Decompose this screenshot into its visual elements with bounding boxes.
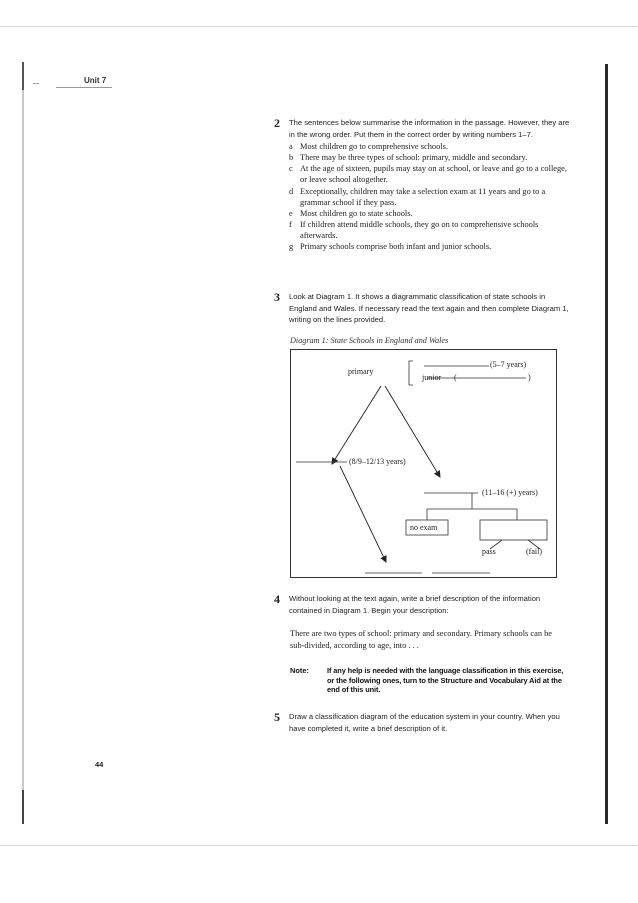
diagram-lines bbox=[290, 349, 557, 578]
list-item bbox=[289, 141, 574, 152]
question-instruction: Without looking at the text again, write a brief description of the information contained in Diagram 1. Begin your description: bbox=[289, 594, 541, 615]
question-instruction: Draw a classification diagram of the education system in your country. When you have completed it, write a brief description of it. bbox=[289, 712, 560, 733]
label-no-exam: no exam bbox=[410, 523, 438, 532]
label-age-8-12: (8/9–12/13 years) bbox=[349, 457, 406, 466]
unit-title: Unit 7 bbox=[84, 76, 107, 85]
item-text: Most children go to comprehensive schools. bbox=[300, 142, 448, 152]
item-letter: b bbox=[289, 153, 294, 163]
label-primary: primary bbox=[348, 367, 374, 376]
question-2 bbox=[274, 117, 574, 252]
question-instruction: The sentences below summarise the information in the passage. However, they are in the wrong order. Put them in the correct order by writing numbers 1–7. bbox=[289, 118, 570, 139]
page-bottom-edge bbox=[0, 845, 638, 846]
arrow-to-middle bbox=[332, 386, 381, 464]
question-number: 5 bbox=[274, 710, 280, 724]
scan-right-edge bbox=[605, 64, 608, 824]
question-5 bbox=[274, 711, 574, 734]
label-open-paren: ( bbox=[454, 373, 457, 382]
item-text: If children attend middle schools, they go on to comprehensive schools afterwards. bbox=[300, 219, 539, 240]
item-letter: c bbox=[289, 164, 293, 174]
label-junior: junior bbox=[422, 373, 442, 382]
label-close-paren: ) bbox=[528, 373, 531, 382]
scan-left-mark-bottom bbox=[22, 790, 24, 824]
scan-left-edge bbox=[22, 62, 24, 822]
sentence-list bbox=[289, 141, 574, 252]
item-letter: a bbox=[289, 142, 293, 152]
list-item bbox=[289, 219, 574, 241]
label-fail: (fail) bbox=[526, 547, 542, 556]
item-letter: g bbox=[289, 242, 294, 252]
list-item bbox=[289, 241, 574, 252]
question-instruction: Look at Diagram 1. It shows a diagrammatic classification of state schools in England and Wales. If necessary read the text again and then complete Diagram 1, writing on the lines provided. bbox=[289, 292, 569, 325]
diagram-frame bbox=[291, 350, 557, 578]
question-number: 4 bbox=[274, 592, 280, 606]
label-age-11-16: (11–16 (+) years) bbox=[482, 488, 538, 497]
question-number: 2 bbox=[274, 116, 280, 130]
item-text: Primary schools comprise both infant and junior schools. bbox=[300, 242, 492, 252]
exam-answer-box bbox=[480, 520, 547, 540]
item-letter: e bbox=[289, 208, 293, 218]
scan-left-mark-top bbox=[22, 62, 24, 90]
description-start: There are two types of school: primary and secondary. Primary schools can be sub-divided, according to age, into . . . bbox=[290, 629, 553, 650]
label-pass: pass bbox=[482, 547, 496, 556]
note-text: If any help is needed with the language classification in this exercise, or the following ones, turn to the Structure and Vocabulary Aid at the end of this unit. bbox=[327, 666, 564, 695]
unit-title-rule bbox=[56, 87, 112, 88]
item-text: Exceptionally, children may take a selection exam at 11 years and go to a grammar school if they pass. bbox=[300, 186, 546, 207]
item-text: Most children go to state schools. bbox=[300, 208, 413, 218]
arrow-to-comprehensive bbox=[340, 466, 386, 562]
list-item bbox=[289, 163, 574, 185]
note-box bbox=[290, 666, 565, 695]
item-text: At the age of sixteen, pupils may stay on at school, or leave and go to a college, or leave school altogether. bbox=[300, 164, 567, 185]
scan-tick bbox=[33, 83, 39, 84]
item-text: There may be three types of school: primary, middle and secondary. bbox=[300, 153, 528, 163]
list-item bbox=[289, 208, 574, 219]
label-age-5-7: (5–7 years) bbox=[490, 360, 527, 369]
page-number: 44 bbox=[95, 760, 104, 769]
item-letter: d bbox=[289, 186, 294, 196]
item-letter: f bbox=[289, 219, 292, 229]
diagram-caption: Diagram 1: State Schools in England and Wales bbox=[290, 336, 449, 345]
list-item bbox=[289, 186, 574, 208]
list-item bbox=[289, 152, 574, 163]
question-3 bbox=[274, 291, 574, 326]
question-number: 3 bbox=[274, 290, 280, 304]
question-4 bbox=[274, 593, 574, 616]
primary-bracket bbox=[409, 361, 413, 385]
classification-diagram bbox=[290, 349, 557, 578]
page-top-edge bbox=[0, 26, 638, 27]
note-label: Note: bbox=[290, 666, 309, 675]
